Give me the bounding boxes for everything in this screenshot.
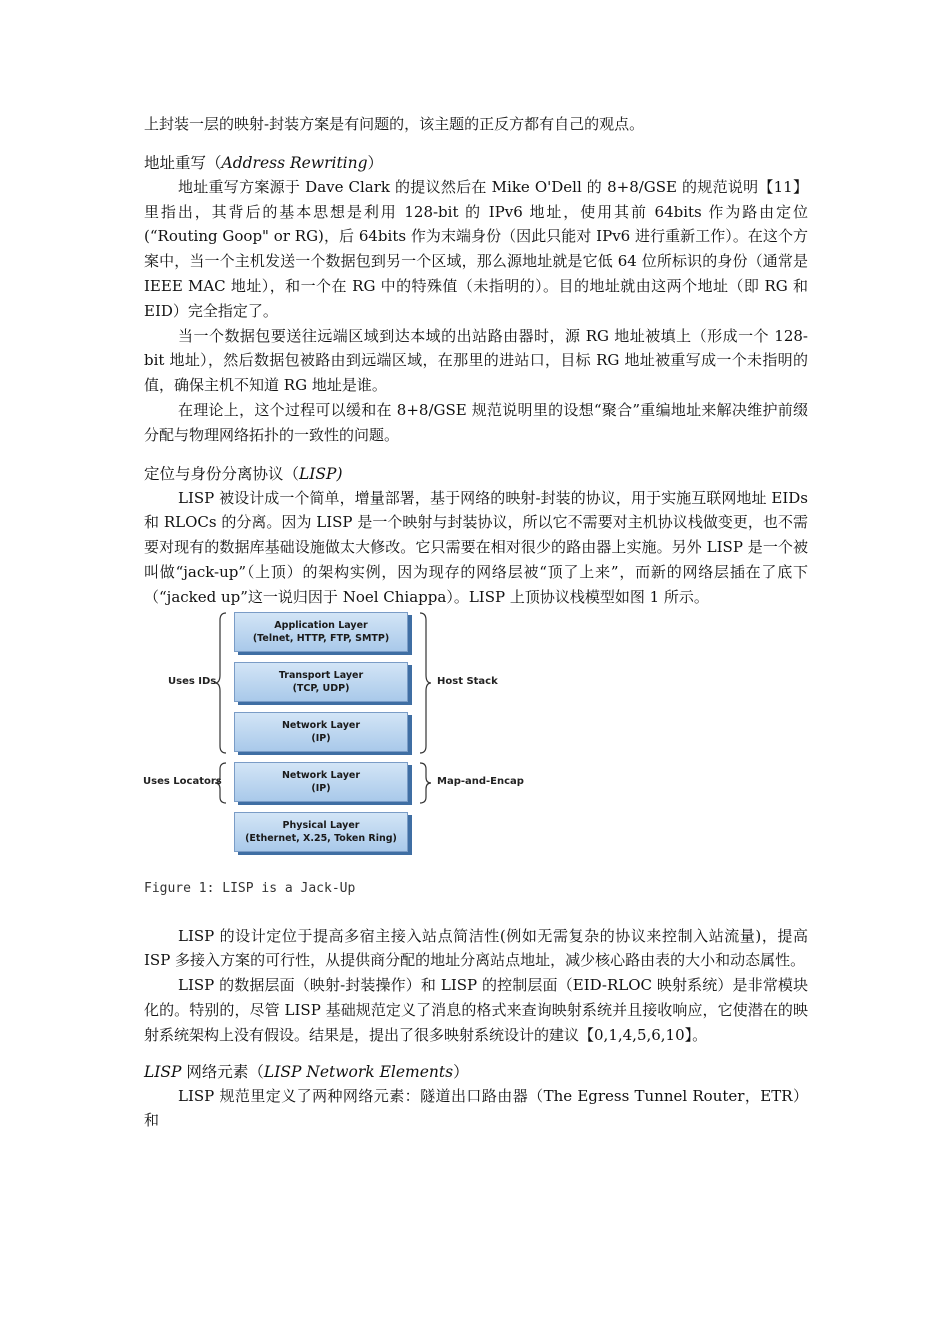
- layer-name: Transport Layer: [278, 669, 364, 681]
- label-uses-ids: Uses IDs: [168, 675, 217, 687]
- layer-name: Physical Layer: [282, 819, 360, 831]
- layer-name: Network Layer: [281, 719, 361, 731]
- right-brace-host-stack: [418, 612, 432, 754]
- paragraph: LISP 规范里定义了两种网络元素：隧道出口路由器（The Egress Tunnel Router，ETR）和: [144, 1086, 808, 1130]
- heading-en: LISP): [299, 464, 343, 483]
- paragraph: LISP 的数据层面（映射-封装操作）和 LISP 的控制层面（EID-RLOC 映射系统）是非常模块化的。特别的，尽管 LISP 基础规范定义了消息的格式来查询映射系统并且接收响应，它使潜在的映射系统架构上没有假设。结果是，提出了很多映射系统设计的建议【0,1,4,5,6,10】。: [144, 976, 808, 1044]
- section-heading-lisp: [144, 462, 808, 486]
- paragraph: LISP 的设计定位于提高多宿主接入站点简洁性(例如无需复杂的协议来控制入站流量)，提高 ISP 多接入方案的可行性，从提供商分配的地址分离站点地址，减少核心路由表的大小和动态属性。: [144, 926, 808, 970]
- label-uses-locators: Uses Locators: [143, 775, 222, 787]
- layer-detail: (Telnet, HTTP, FTP, SMTP): [252, 632, 390, 644]
- label-map-and-encap: Map-and-Encap: [437, 775, 524, 787]
- heading-close: ）: [453, 1062, 469, 1081]
- layer-detail: (TCP, UDP): [292, 682, 350, 694]
- heading-lisp: LISP: [144, 1062, 182, 1081]
- paragraph: 地址重写方案源于 Dave Clark 的提议然后在 Mike O'Dell 的 8+8/GSE 的规范说明【11】里指出，其背后的基本思想是利用 128-bit 的 IPv6 地址，使用其前 64bits 作为路由定位(“Routing Goop" or RG)，后 64bits 作为末端身份（因此只能对 IPv6 进行重新工作）。在这个方案中，当一个主机发送一个数据包到另一个区域，那么源地址就是它低 64 位所标识的身份（通常是 IEEE MAC 地址），和一个在 RG 中的特殊值（未指明的）。目的地址就由这两个地址（即 RG 和 EID）完全指定了。: [144, 177, 808, 320]
- figure-layer-physical: [234, 812, 408, 852]
- heading-cn: 定位与身份分离协议（: [144, 464, 300, 483]
- heading-en: Address Rewriting: [221, 153, 368, 172]
- layer-detail: (IP): [311, 732, 331, 744]
- layer-detail: (IP): [311, 782, 331, 794]
- figure-caption: Figure 1: LISP is a Jack-Up: [144, 880, 356, 896]
- figure-layer-application: [234, 612, 408, 652]
- figure-lisp-jack-up: [144, 612, 808, 864]
- heading-cn: 地址重写（: [144, 153, 222, 172]
- paragraph: LISP 被设计成一个简单，增量部署，基于网络的映射-封装的协议，用于实施互联网地址 EIDs 和 RLOCs 的分离。因为 LISP 是一个映射与封装协议，所以它不需要对主机协议栈做变更，也不需要对现有的数据库基础设施做太大修改。它只需要在相对很少的路由器上实施。另外 LISP 是一个被叫做“jack-up”（上顶）的架构实例，因为现存的网络层被“顶了上来”，而新的网络层插在了底下（“jacked up”这一说归因于 Noel Chiappa）。LISP 上顶协议栈模型如图 1 所示。: [144, 488, 808, 606]
- heading-en: LISP Network Elements: [263, 1062, 454, 1081]
- figure-layer-network-host: [234, 712, 408, 752]
- layer-detail: (Ethernet, X.25, Token Ring): [245, 832, 397, 844]
- document-page: [144, 112, 808, 1133]
- heading-close: ）: [367, 153, 384, 172]
- section-heading-lisp-network-elements: [144, 1060, 808, 1084]
- section-heading-address-rewriting: [144, 151, 808, 175]
- figure-layer-transport: [234, 662, 408, 702]
- right-brace-map-encap: [418, 762, 432, 804]
- paragraph: 当一个数据包要送往远端区域到达本域的出站路由器时，源 RG 地址被填上（形成一个 128-bit 地址），然后数据包被路由到远端区域，在那里的进站口，目标 RG 地址被重写成一个未指明的值，确保主机不知道 RG 地址是谁。: [144, 326, 808, 395]
- figure-layer-network-map-encap: [234, 762, 408, 802]
- intro-paragraph: 上封装一层的映射-封装方案是有问题的，该主题的正反方都有自己的观点。: [144, 115, 645, 133]
- layer-name: Application Layer: [274, 619, 368, 631]
- label-host-stack: Host Stack: [437, 675, 498, 687]
- heading-cn: 网络元素（: [181, 1062, 264, 1081]
- layer-name: Network Layer: [281, 769, 361, 781]
- paragraph: 在理论上，这个过程可以缓和在 8+8/GSE 规范说明里的设想“聚合”重编地址来解决维护前缀分配与物理网络拓扑的一致性的问题。: [144, 400, 808, 444]
